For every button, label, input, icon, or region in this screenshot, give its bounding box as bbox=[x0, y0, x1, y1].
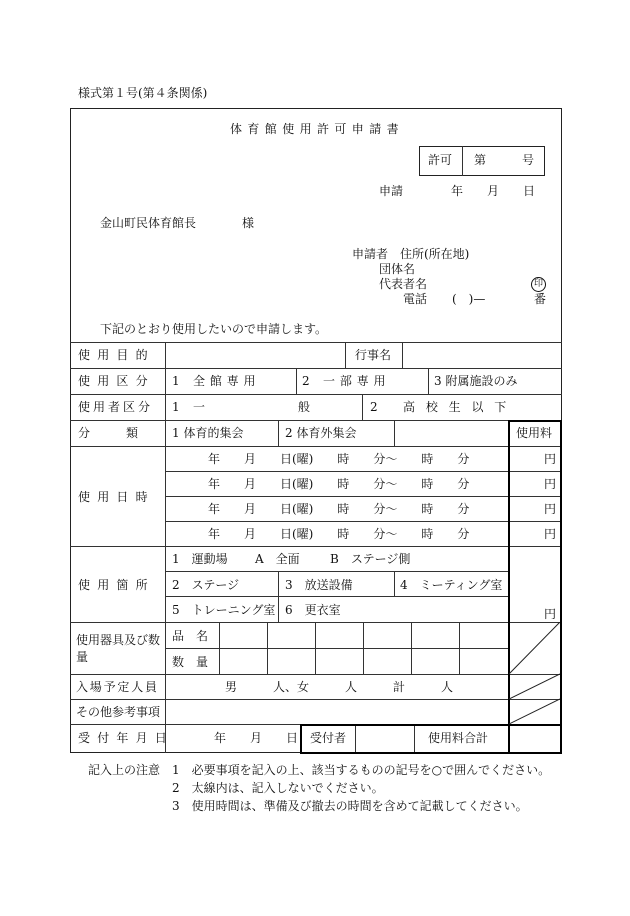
category-option-1[interactable]: 1 全館専用 bbox=[172, 374, 261, 388]
fee-label: 使用料 bbox=[516, 426, 553, 440]
place-option-1b[interactable]: B ステージ側 bbox=[330, 552, 411, 566]
request-text: 下記のとおり使用したいので申請します。 bbox=[100, 322, 328, 336]
attendance-label: 入場予定人員 bbox=[76, 680, 159, 694]
place-label: 使用箇所 bbox=[78, 578, 155, 592]
item-name-label: 品 名 bbox=[172, 629, 209, 643]
category-option-3[interactable]: 3 附属施設のみ bbox=[434, 374, 518, 388]
equipment-label-line1: 使用器具及び数 bbox=[76, 633, 161, 647]
permit-label: 許可 bbox=[428, 153, 453, 167]
fee-yen-place: 円 bbox=[544, 607, 557, 621]
place-option-1a[interactable]: A 全面 bbox=[255, 552, 300, 566]
rep-label[interactable]: 代表者名 bbox=[379, 277, 428, 291]
phone-label: 電話 bbox=[403, 292, 428, 306]
applicant-label: 申請者 bbox=[352, 247, 389, 261]
org-label[interactable]: 団体名 bbox=[379, 262, 416, 276]
datetime-row-4[interactable]: 年 月 日(曜) 時 分〜 時 分 bbox=[208, 527, 470, 541]
class-option-2[interactable]: 2 体育外集会 bbox=[285, 426, 357, 440]
addressee: 金山町民体育館長 bbox=[100, 216, 197, 230]
other-input[interactable] bbox=[166, 700, 508, 723]
addressee-suffix: 様 bbox=[242, 216, 255, 230]
fee-yen-1: 円 bbox=[544, 452, 557, 466]
event-input[interactable] bbox=[403, 343, 561, 367]
seal-icon: 印 bbox=[531, 277, 546, 292]
phone-suffix: 番 bbox=[534, 292, 547, 306]
datetime-row-1[interactable]: 年 月 日(曜) 時 分〜 時 分 bbox=[208, 452, 470, 466]
category-option-2[interactable]: 2 一部専用 bbox=[302, 374, 391, 388]
class-option-1[interactable]: 1 体育的集会 bbox=[172, 426, 244, 440]
equipment-label-line2: 量 bbox=[76, 650, 89, 664]
note-item-2: 2 太線内は、記入しないでください。 bbox=[172, 781, 384, 795]
place-option-1[interactable]: 1 運動場 bbox=[172, 552, 228, 566]
user-option-2[interactable]: 2 高校生以下 bbox=[370, 400, 518, 414]
notes-heading: 記入上の注意 bbox=[88, 763, 161, 777]
place-option-6[interactable]: 6 更衣室 bbox=[285, 603, 341, 617]
purpose-input[interactable] bbox=[166, 343, 344, 367]
fee-yen-3: 円 bbox=[544, 502, 557, 516]
place-option-2[interactable]: 2 ステージ bbox=[172, 578, 240, 592]
fee-yen-4: 円 bbox=[544, 527, 557, 541]
fee-yen-2: 円 bbox=[544, 477, 557, 491]
total-fee-label: 使用料合計 bbox=[428, 731, 489, 745]
attendance-text[interactable]: 男 人、女 人 計 人 bbox=[225, 680, 454, 694]
address-label[interactable]: 住所(所在地) bbox=[400, 247, 470, 261]
user-option-1-word[interactable]: 般 bbox=[298, 400, 311, 414]
datetime-row-3[interactable]: 年 月 日(曜) 時 分〜 時 分 bbox=[208, 502, 470, 516]
datetime-row-2[interactable]: 年 月 日(曜) 時 分〜 時 分 bbox=[208, 477, 470, 491]
other-label: その他参考事項 bbox=[76, 705, 161, 719]
form-title: 体育館使用許可申請書 bbox=[230, 122, 405, 136]
class-label: 分 類 bbox=[78, 426, 139, 440]
datetime-label: 使用日時 bbox=[78, 490, 155, 504]
quantity-label: 数 量 bbox=[172, 655, 209, 669]
received-label: 受付年月日 bbox=[78, 731, 175, 745]
event-label: 行事名 bbox=[355, 348, 392, 362]
note-item-1: 1 必要事項を記入の上、該当するものの記号を○で囲んでください。 bbox=[172, 763, 551, 777]
place-option-5[interactable]: 5 トレーニング室 bbox=[172, 603, 276, 617]
place-option-3[interactable]: 3 放送設備 bbox=[285, 578, 353, 592]
user-category-label: 使用者区分 bbox=[78, 400, 154, 414]
style-number: 様式第１号(第４条関係) bbox=[78, 86, 208, 100]
permit-number[interactable]: 第 号 bbox=[474, 153, 535, 167]
purpose-label: 使用目的 bbox=[78, 348, 155, 362]
application-date[interactable]: 申請 年 月 日 bbox=[379, 184, 536, 198]
place-option-4[interactable]: 4 ミーティング室 bbox=[400, 578, 503, 592]
note-item-3: 3 使用時間は、準備及び撤去の時間を含めて記載してください。 bbox=[172, 799, 528, 813]
category-label: 使用区分 bbox=[78, 374, 155, 388]
fee-slash-marks bbox=[509, 622, 560, 724]
receiver-label: 受付者 bbox=[310, 731, 347, 745]
received-date[interactable]: 年 月 日 bbox=[214, 731, 299, 745]
user-option-1-num[interactable]: 1 一 bbox=[172, 400, 210, 414]
phone-format[interactable]: ( )— bbox=[452, 292, 486, 306]
